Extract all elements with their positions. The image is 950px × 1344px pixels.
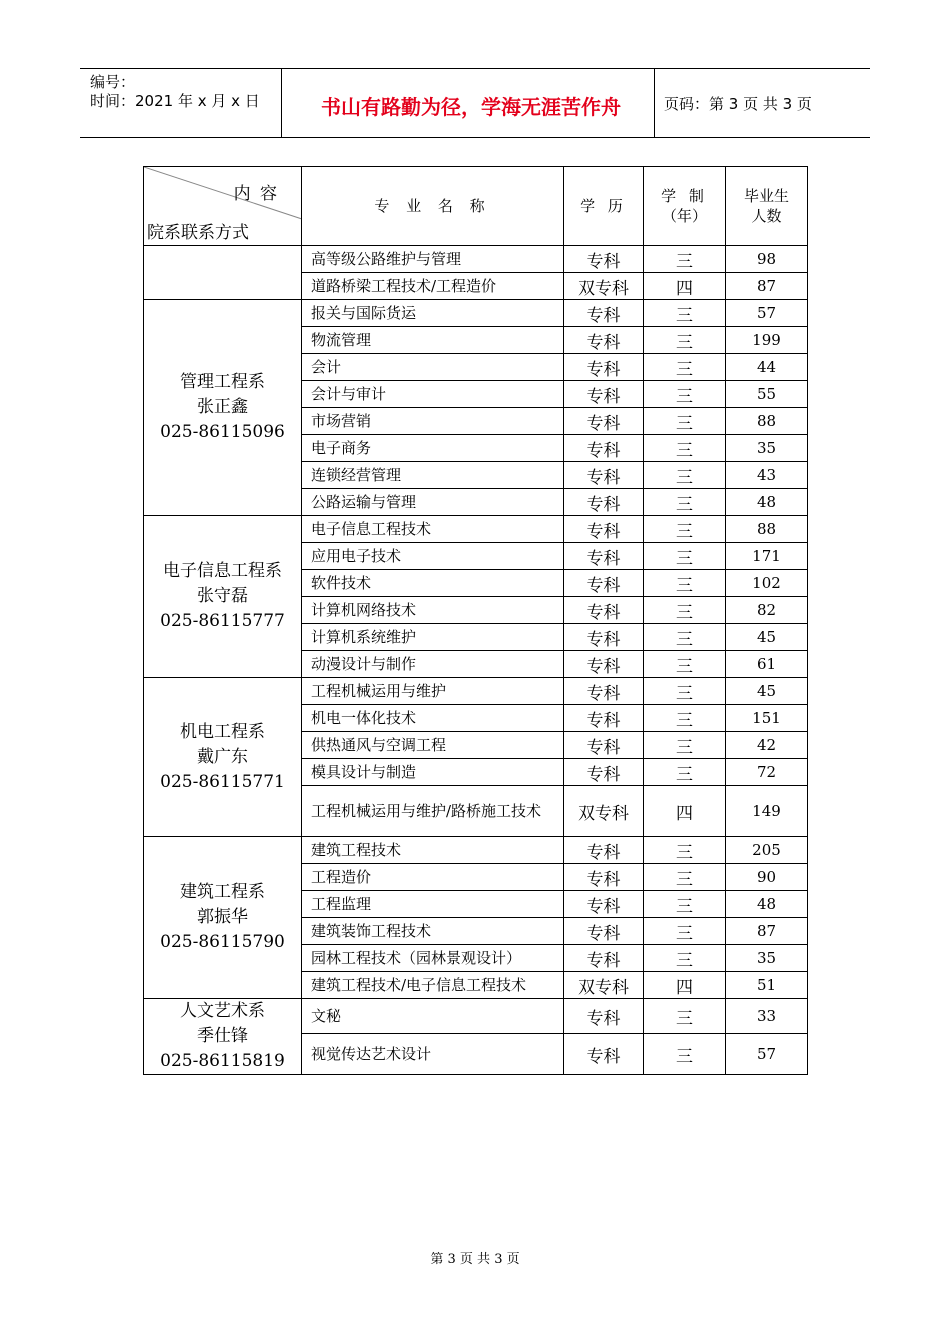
graduates-count-cell: 57 <box>726 1034 808 1075</box>
department-dept: 电子信息工程系 <box>163 561 282 581</box>
major-cell: 会计与审计 <box>302 381 564 408</box>
graduates-count-cell: 87 <box>726 273 808 300</box>
education-cell: 专科 <box>564 246 644 273</box>
major-cell: 道路桥梁工程技术/工程造价 <box>302 273 564 300</box>
graduates-count-cell: 87 <box>726 918 808 945</box>
majors-table <box>143 166 808 1075</box>
years-cell: 三 <box>644 891 726 918</box>
education-cell: 专科 <box>564 354 644 381</box>
years-cell: 四 <box>644 972 726 999</box>
department-contact: 戴广东 <box>197 746 248 767</box>
education-cell: 双专科 <box>564 972 644 999</box>
major-cell: 电子商务 <box>302 435 564 462</box>
major-cell: 供热通风与空调工程 <box>302 732 564 759</box>
department-cell <box>144 837 302 999</box>
department-contact: 郭振华 <box>197 907 248 927</box>
education-cell: 专科 <box>564 705 644 732</box>
years-cell: 三 <box>644 435 726 462</box>
department-dept: 建筑工程系 <box>180 882 265 902</box>
years-cell: 三 <box>644 945 726 972</box>
education-cell: 双专科 <box>564 273 644 300</box>
department-phone: 025-86115096 <box>160 422 285 442</box>
header-divider <box>281 69 282 137</box>
graduates-count-cell: 48 <box>726 891 808 918</box>
major-cell: 视觉传达艺术设计 <box>302 1034 564 1075</box>
education-cell: 专科 <box>564 999 644 1034</box>
graduates-count-cell: 51 <box>726 972 808 999</box>
graduates-column-header: 毕业生 人数 <box>726 167 808 246</box>
header-motto: 书山有路勤为径，学海无涯苦作舟 <box>321 95 621 119</box>
years-cell: 三 <box>644 570 726 597</box>
education-cell: 专科 <box>564 327 644 354</box>
corner-top-label: 内 容 <box>233 184 279 204</box>
department-phone: 025-86115819 <box>160 1051 285 1071</box>
years-cell: 三 <box>644 327 726 354</box>
major-cell: 园林工程技术（园林景观设计） <box>302 945 564 972</box>
years-cell: 三 <box>644 246 726 273</box>
years-column-header: 学 制 （年） <box>644 167 726 246</box>
major-cell: 建筑工程技术/电子信息工程技术 <box>302 972 564 999</box>
graduates-count-cell: 61 <box>726 651 808 678</box>
page-header <box>80 68 870 138</box>
years-cell: 三 <box>644 300 726 327</box>
header-page-label: 页码：第 3 页 共 3 页 <box>664 95 812 113</box>
education-cell: 专科 <box>564 570 644 597</box>
graduates-count-cell: 171 <box>726 543 808 570</box>
years-cell: 四 <box>644 786 726 837</box>
graduates-count-cell: 45 <box>726 624 808 651</box>
major-cell: 模具设计与制造 <box>302 759 564 786</box>
major-column-header: 专 业 名 称 <box>302 167 564 246</box>
years-cell: 三 <box>644 489 726 516</box>
department-dept: 人文艺术系 <box>180 1001 265 1021</box>
education-cell: 专科 <box>564 489 644 516</box>
graduates-count-cell: 98 <box>726 246 808 273</box>
education-cell: 专科 <box>564 732 644 759</box>
graduates-count-cell: 43 <box>726 462 808 489</box>
major-cell: 工程机械运用与维护/路桥施工技术 <box>302 786 564 837</box>
table-header-row <box>144 167 808 246</box>
major-cell: 文秘 <box>302 999 564 1034</box>
department-phone: 025-86115777 <box>160 611 285 631</box>
graduates-count-cell: 42 <box>726 732 808 759</box>
table-row <box>144 999 808 1034</box>
major-cell: 会计 <box>302 354 564 381</box>
education-cell: 专科 <box>564 891 644 918</box>
graduates-count-cell: 45 <box>726 678 808 705</box>
education-cell: 专科 <box>564 918 644 945</box>
education-cell: 专科 <box>564 381 644 408</box>
graduates-count-cell: 151 <box>726 705 808 732</box>
major-cell: 应用电子技术 <box>302 543 564 570</box>
education-cell: 专科 <box>564 1034 644 1075</box>
education-cell: 专科 <box>564 597 644 624</box>
department-dept: 管理工程系 <box>180 372 265 392</box>
graduates-count-cell: 35 <box>726 945 808 972</box>
department-cell <box>144 999 302 1075</box>
years-cell: 三 <box>644 1034 726 1075</box>
graduates-count-cell: 72 <box>726 759 808 786</box>
table-body <box>144 246 808 1075</box>
major-cell: 建筑工程技术 <box>302 837 564 864</box>
graduates-count-cell: 57 <box>726 300 808 327</box>
years-cell: 三 <box>644 651 726 678</box>
education-cell: 专科 <box>564 945 644 972</box>
years-cell: 三 <box>644 837 726 864</box>
major-cell: 软件技术 <box>302 570 564 597</box>
department-cell <box>144 516 302 678</box>
major-cell: 计算机系统维护 <box>302 624 564 651</box>
years-cell: 三 <box>644 918 726 945</box>
education-cell: 专科 <box>564 516 644 543</box>
graduates-count-cell: 48 <box>726 489 808 516</box>
years-cell: 三 <box>644 543 726 570</box>
graduates-count-cell: 88 <box>726 516 808 543</box>
education-cell: 专科 <box>564 300 644 327</box>
major-cell: 连锁经营管理 <box>302 462 564 489</box>
graduates-count-cell: 88 <box>726 408 808 435</box>
years-cell: 三 <box>644 354 726 381</box>
corner-bottom-label: 院系联系方式 <box>147 223 249 243</box>
department-phone: 025-86115790 <box>160 932 285 952</box>
graduates-count-cell: 102 <box>726 570 808 597</box>
table-row <box>144 246 808 273</box>
graduates-count-cell: 82 <box>726 597 808 624</box>
time-label: 时间：2021 年 x 月 x 日 <box>90 92 260 110</box>
major-cell: 报关与国际货运 <box>302 300 564 327</box>
page-footer: 第 3 页 共 3 页 <box>430 1252 520 1267</box>
major-cell: 高等级公路维护与管理 <box>302 246 564 273</box>
major-cell: 公路运输与管理 <box>302 489 564 516</box>
header-meta <box>90 73 260 111</box>
years-cell: 三 <box>644 864 726 891</box>
graduates-count-cell: 90 <box>726 864 808 891</box>
department-contact: 季仕锋 <box>197 1026 248 1046</box>
table-row <box>144 837 808 864</box>
years-cell: 三 <box>644 732 726 759</box>
graduates-count-cell: 205 <box>726 837 808 864</box>
years-cell: 三 <box>644 678 726 705</box>
education-cell: 双专科 <box>564 786 644 837</box>
years-cell: 三 <box>644 462 726 489</box>
education-cell: 专科 <box>564 408 644 435</box>
years-cell: 三 <box>644 759 726 786</box>
major-cell: 机电一体化技术 <box>302 705 564 732</box>
number-label: 编号： <box>90 73 136 91</box>
education-cell: 专科 <box>564 837 644 864</box>
graduates-count-cell: 149 <box>726 786 808 837</box>
graduates-count-cell: 35 <box>726 435 808 462</box>
education-cell: 专科 <box>564 624 644 651</box>
years-cell: 三 <box>644 516 726 543</box>
department-contact: 张正鑫 <box>197 397 248 417</box>
education-cell: 专科 <box>564 759 644 786</box>
table-row <box>144 678 808 705</box>
years-cell: 三 <box>644 408 726 435</box>
education-cell: 专科 <box>564 864 644 891</box>
major-cell: 物流管理 <box>302 327 564 354</box>
department-cell <box>144 678 302 837</box>
department-contact: 张守磊 <box>197 586 248 606</box>
department-cell <box>144 246 302 300</box>
education-cell: 专科 <box>564 543 644 570</box>
major-cell: 电子信息工程技术 <box>302 516 564 543</box>
years-cell: 三 <box>644 597 726 624</box>
education-cell: 专科 <box>564 462 644 489</box>
major-cell: 工程造价 <box>302 864 564 891</box>
graduates-count-cell: 199 <box>726 327 808 354</box>
education-cell: 专科 <box>564 435 644 462</box>
years-cell: 四 <box>644 273 726 300</box>
major-cell: 建筑装饰工程技术 <box>302 918 564 945</box>
major-cell: 计算机网络技术 <box>302 597 564 624</box>
corner-header-cell <box>144 167 302 246</box>
department-cell <box>144 300 302 516</box>
education-cell: 专科 <box>564 651 644 678</box>
table-row <box>144 300 808 327</box>
education-column-header: 学 历 <box>564 167 644 246</box>
major-cell: 动漫设计与制作 <box>302 651 564 678</box>
table-row <box>144 516 808 543</box>
years-cell: 三 <box>644 381 726 408</box>
graduates-count-cell: 33 <box>726 999 808 1034</box>
graduates-count-cell: 55 <box>726 381 808 408</box>
major-cell: 工程机械运用与维护 <box>302 678 564 705</box>
years-cell: 三 <box>644 624 726 651</box>
years-cell: 三 <box>644 705 726 732</box>
education-cell: 专科 <box>564 678 644 705</box>
years-cell: 三 <box>644 999 726 1034</box>
major-cell: 工程监理 <box>302 891 564 918</box>
major-cell: 市场营销 <box>302 408 564 435</box>
department-dept: 机电工程系 <box>180 721 265 742</box>
graduates-count-cell: 44 <box>726 354 808 381</box>
header-divider <box>654 69 655 137</box>
department-phone: 025-86115771 <box>160 771 285 792</box>
